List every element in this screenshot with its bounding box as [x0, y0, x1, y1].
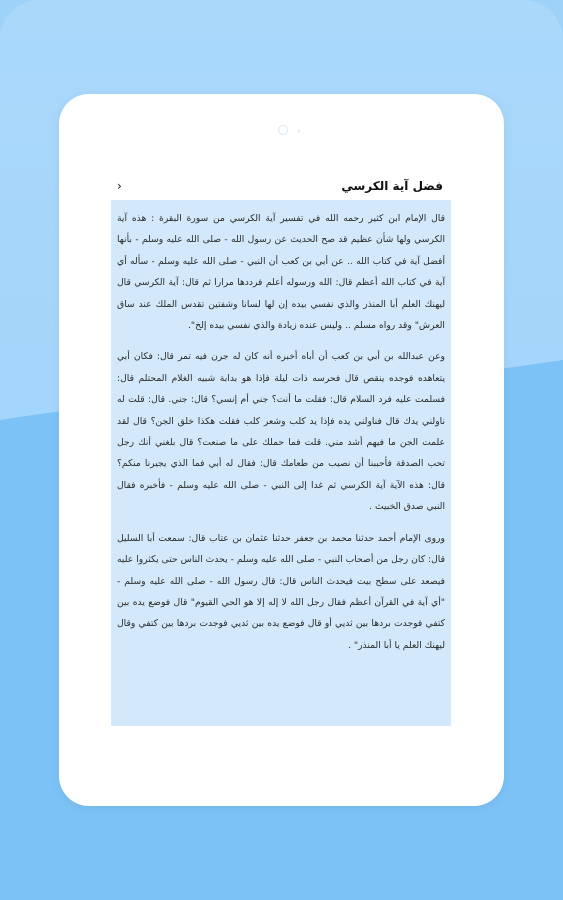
sensor-dot	[297, 129, 301, 133]
paragraph: وروى الإمام أحمد حدثنا محمد بن جعفر حدثنا عثمان بن عتاب قال: سمعت أبا السليل قال: كان رجل من أصحاب النبي - صلى الله عليه وسلم - يحدث الناس حتى يكثروا عليه فيصعد على سطح بيت فيحدث الناس قال: قال رسول الله - صلى الله عليه وسلم - "أي آية في القرآن أعظم فقال رجل الله لا إله إلا هو الحي القيوم" قال فوضع يده بين كتفي فوجدت بردها بين ثديي أو قال فوضع يده بين ثديي فوجدت بردها بين كتفي وقال ليهنك العلم يا أبا المنذر" .	[117, 532, 445, 651]
paragraph: وعن عبدالله بن أبي بن كعب أن أباه أخبره أنه كان له جرن فيه تمر قال: فكان أبي يتعاهده فوجده ينقص قال فحرسه ذات ليلة فإذا هو بدابة شبيه الغلام المحتلم قال: فسلمت عليه فرد السلام قال: فقلت ما أنت؟ جني أم إنسي؟ قال: جني. قال: قلت له ناولني يدك قال فناولني يده فإذا يد كلب وشعر كلب فقلت هكذا خلق الجن؟ قال لقد علمت الجن ما فيهم أشد مني. قلت فما حملك على ما صنعت؟ قال بلغني أنك رجل تحب الصدقة فأحببنا أن نصيب من طعامك قال: فقال له أبي فما الذي يجيرنا منكم؟ قال: هذه الآية آية الكرسي ثم غدا إلى النبي - صلى الله عليه وسلم - فأخبره فقال النبي صدق الخبيث .	[117, 351, 445, 513]
paragraph: قال الإمام ابن كثير رحمه الله في تفسير آية الكرسي من سورة البقرة : هذه آية الكرسي ولها شأن عظيم قد صح الحديث عن رسول الله - صلى الله عليه وسلم - بأنها أفضل آية في كتاب الله .. عن أبي بن كعب أن النبي - صلى الله عليه وسلم - سأله أي آية في كتاب الله أعظم قال: الله ورسوله أعلم فرددها مرارا ثم قال: آية الكرسي قال ليهنك العلم أبا المنذر والذي نفسي بيده إن لها لسانا وشفتين تقدس الملك عند ساق العرش" وقد رواه مسلم .. وليس عنده زيادة والذي نفسي بيده إلخ".	[117, 213, 445, 332]
chevron-right-icon[interactable]: ›	[117, 179, 122, 193]
page-title: فضل آية الكرسي	[341, 179, 443, 193]
app-header	[111, 174, 451, 200]
app-screen	[111, 174, 451, 726]
article-content	[117, 208, 445, 666]
camera-icon	[278, 125, 288, 135]
